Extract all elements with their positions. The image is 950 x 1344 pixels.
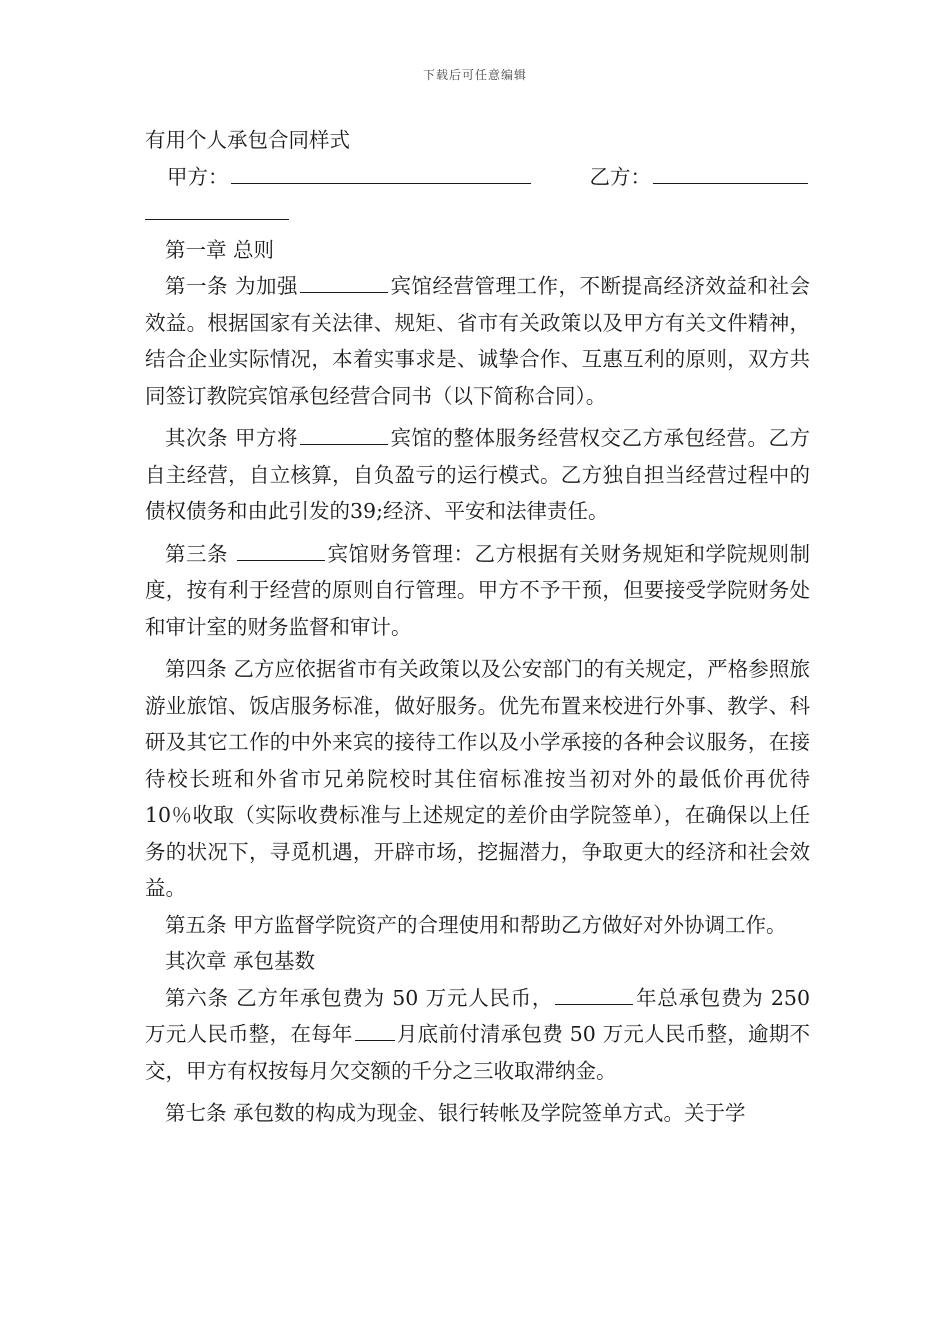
- article-1-lead: 第一条 为加强: [165, 274, 299, 298]
- article-6-text: 月底前付清承包费 50 万元人民币整，逾期不交，甲方有权按每月欠交额的千分之三收取滞纳金。: [145, 1022, 810, 1083]
- page-header-note: 下载后可任意编辑: [422, 68, 527, 82]
- article-5: 第五条 甲方监督学院资产的合理使用和帮助乙方做好对外协调工作。: [165, 912, 787, 937]
- party-a-label: 甲方：: [167, 164, 229, 189]
- party-blank-continuation: [145, 195, 810, 232]
- article-6-mid: 年总承包费为 250 万元人民币整，在每年: [145, 985, 810, 1046]
- article-3-text: 宾馆财务管理：乙方根据有关财务规矩和学院规则制度，按有利于经营的原则自行管理。甲方不予干预，但要接受学院财务处和审计室的财务监督和审计。: [145, 541, 810, 639]
- article-1: [145, 268, 810, 414]
- party-b: [590, 159, 811, 196]
- article-2: [145, 420, 810, 530]
- article-7: 第七条 承包数的构成为现金、银行转帐及学院签单方式。关于学: [165, 1101, 746, 1125]
- article-3: [145, 536, 810, 646]
- article-1-text: 宾馆经营管理工作，不断提高经济效益和社会效益。根据国家有关法律、规矩、省市有关政策以及甲方有关文件精神，结合企业实际情况，本着实事求是、诚挚合作、互惠互利的原则，双方共同签订教院宾馆承包经营合同书（以下简称合同）。: [145, 274, 810, 408]
- chapter-2-heading: 其次章 承包基数: [165, 949, 316, 973]
- article-1-blank: [300, 270, 388, 293]
- party-line: [145, 159, 810, 196]
- party-b-label: 乙方：: [589, 164, 651, 189]
- document-title: 有用个人承包合同样式: [145, 128, 350, 152]
- party-a-blank: [231, 161, 531, 184]
- article-6-lead: 第六条 乙方年承包费为 50 万元人民币，: [165, 985, 554, 1010]
- party-b-blank: [653, 161, 808, 184]
- article-6: [145, 980, 810, 1090]
- article-6-blank-years: [555, 982, 633, 1005]
- article-2-text: 宾馆的整体服务经营权交乙方承包经营。乙方自主经营，自立核算，自负盈亏的运行模式。乙方独自担当经营过程中的债权债务和由此引发的39;经济、平安和法律责任。: [145, 426, 810, 523]
- article-3-lead: 第三条: [165, 541, 236, 566]
- article-6-blank-month: [355, 1018, 395, 1041]
- party-a: [167, 159, 533, 196]
- chapter-1-heading: 第一章 总则: [165, 237, 275, 262]
- document-body: [145, 122, 810, 1132]
- article-4: 第四条 乙方应依据省市有关政策以及公安部门的有关规定，严格参照旅游业旅馆、饭店服务标准，做好服务。优先布置来校进行外事、教学、科研及其它工作的中外来宾的接待工作以及小学承接的各种会议服务，在接待校长班和外省市兄弟院校时其住宿标准按当初对外的最低价再优待 10％收取（实际收费标准与上述规定的差价由学院签单），在确保以上任务的状况下，寻觅机遇，开辟市场，挖掘潜力，争取更大的经济和社会效益。: [145, 657, 810, 900]
- article-3-blank: [237, 538, 325, 561]
- article-2-lead: 其次条 甲方将: [165, 426, 299, 450]
- party-blank-continuation-line: [145, 197, 289, 220]
- article-2-blank: [300, 422, 388, 445]
